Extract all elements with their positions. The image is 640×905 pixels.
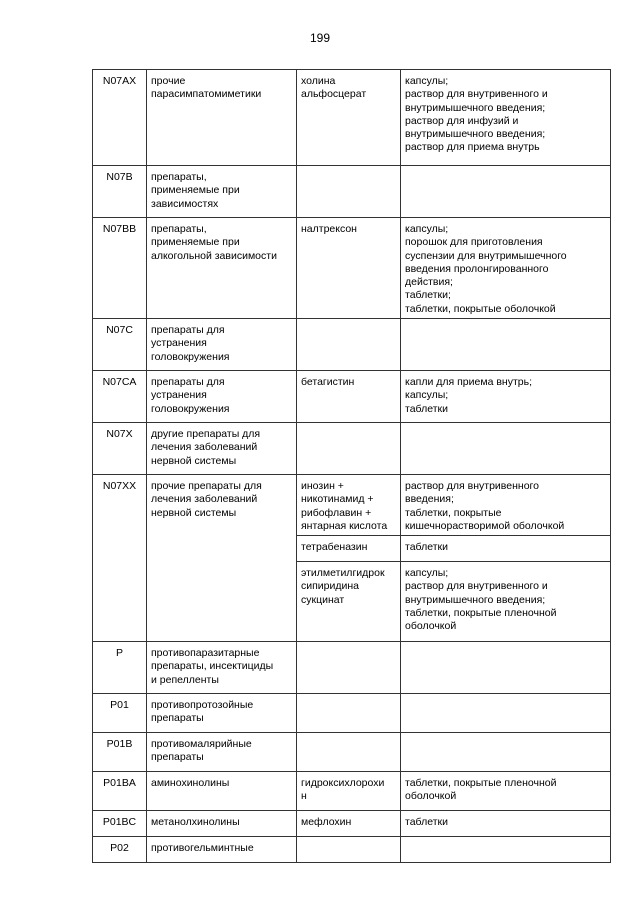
drug-group-cell: прочие препараты для лечения заболеваний нервной системы	[147, 475, 297, 642]
drug-group-cell: препараты, применяемые при алкогольной зависимости	[147, 218, 297, 319]
table-row	[93, 811, 611, 837]
drug-name-cell: инозин + никотинамид + рибофлавин + янтарная кислота	[297, 475, 401, 536]
drug-name-cell	[297, 319, 401, 371]
dosage-forms-cell	[401, 837, 611, 863]
drug-name-cell	[297, 694, 401, 733]
drug-group-cell: препараты, применяемые при зависимостях	[147, 166, 297, 218]
dosage-forms-cell	[401, 319, 611, 371]
dosage-forms-cell	[401, 694, 611, 733]
atc-code-cell: N07XX	[93, 475, 147, 642]
drug-name-cell	[297, 733, 401, 772]
table-row	[93, 642, 611, 694]
table-row	[93, 733, 611, 772]
drug-name-cell	[297, 423, 401, 475]
table-row	[93, 166, 611, 218]
atc-code-cell: P02	[93, 837, 147, 863]
atc-code-cell: N07CA	[93, 371, 147, 423]
table-row	[93, 694, 611, 733]
dosage-forms-cell	[401, 166, 611, 218]
atc-code-cell: P	[93, 642, 147, 694]
drug-name-cell: мефлохин	[297, 811, 401, 837]
drug-group-cell: аминохинолины	[147, 772, 297, 811]
dosage-forms-cell: таблетки, покрытые пленочной оболочкой	[401, 772, 611, 811]
drug-name-cell: этилметилгидрок сипиридина сукцинат	[297, 562, 401, 642]
atc-code-cell: P01BC	[93, 811, 147, 837]
drug-name-cell	[297, 837, 401, 863]
drug-name-cell: тетрабеназин	[297, 536, 401, 562]
table-row	[93, 319, 611, 371]
page-number: 199	[309, 31, 331, 45]
dosage-forms-cell	[401, 733, 611, 772]
drug-group-cell: противогельминтные	[147, 837, 297, 863]
dosage-forms-cell: капсулы; раствор для внутривенного и внутримышечного введения; раствор для инфузий и внутримышечного введения; раствор для приема внутрь	[401, 70, 611, 166]
drug-name-cell: гидроксихлорохи н	[297, 772, 401, 811]
table-row	[93, 218, 611, 319]
drug-name-cell	[297, 642, 401, 694]
atc-code-cell: N07C	[93, 319, 147, 371]
drug-group-cell: другие препараты для лечения заболеваний нервной системы	[147, 423, 297, 475]
drug-name-cell: холина альфосцерат	[297, 70, 401, 166]
dosage-forms-cell	[401, 642, 611, 694]
drug-group-cell: препараты для устранения головокружения	[147, 371, 297, 423]
atc-code-cell: P01BA	[93, 772, 147, 811]
drug-group-cell: прочие парасимпатомиметики	[147, 70, 297, 166]
atc-code-cell: N07X	[93, 423, 147, 475]
table-row	[93, 423, 611, 475]
table-row	[93, 772, 611, 811]
dosage-forms-cell: таблетки	[401, 536, 611, 562]
atc-code-cell: N07BB	[93, 218, 147, 319]
dosage-forms-cell	[401, 423, 611, 475]
atc-code-cell: N07AX	[93, 70, 147, 166]
drug-group-cell: противомалярийные препараты	[147, 733, 297, 772]
table-row	[93, 837, 611, 863]
drug-group-cell: противопаразитарные препараты, инсектициды и репелленты	[147, 642, 297, 694]
table-row	[93, 475, 611, 536]
table-row	[93, 70, 611, 166]
atc-code-cell: P01B	[93, 733, 147, 772]
drug-classification-table	[92, 69, 611, 863]
drug-name-cell: бетагистин	[297, 371, 401, 423]
drug-name-cell: налтрексон	[297, 218, 401, 319]
table-row	[93, 371, 611, 423]
drug-group-cell: противопротозойные препараты	[147, 694, 297, 733]
atc-code-cell: N07B	[93, 166, 147, 218]
dosage-forms-cell: капсулы; порошок для приготовления суспензии для внутримышечного введения пролонгированного действия; таблетки; таблетки, покрытые оболочкой	[401, 218, 611, 319]
drug-name-cell	[297, 166, 401, 218]
dosage-forms-cell: капли для приема внутрь; капсулы; таблетки	[401, 371, 611, 423]
dosage-forms-cell: раствор для внутривенного введения; таблетки, покрытые кишечнорастворимой оболочкой	[401, 475, 611, 536]
dosage-forms-cell: таблетки	[401, 811, 611, 837]
dosage-forms-cell: капсулы; раствор для внутривенного и внутримышечного введения; таблетки, покрытые пленочной оболочкой	[401, 562, 611, 642]
drug-group-cell: метанолхинолины	[147, 811, 297, 837]
drug-group-cell: препараты для устранения головокружения	[147, 319, 297, 371]
atc-code-cell: P01	[93, 694, 147, 733]
